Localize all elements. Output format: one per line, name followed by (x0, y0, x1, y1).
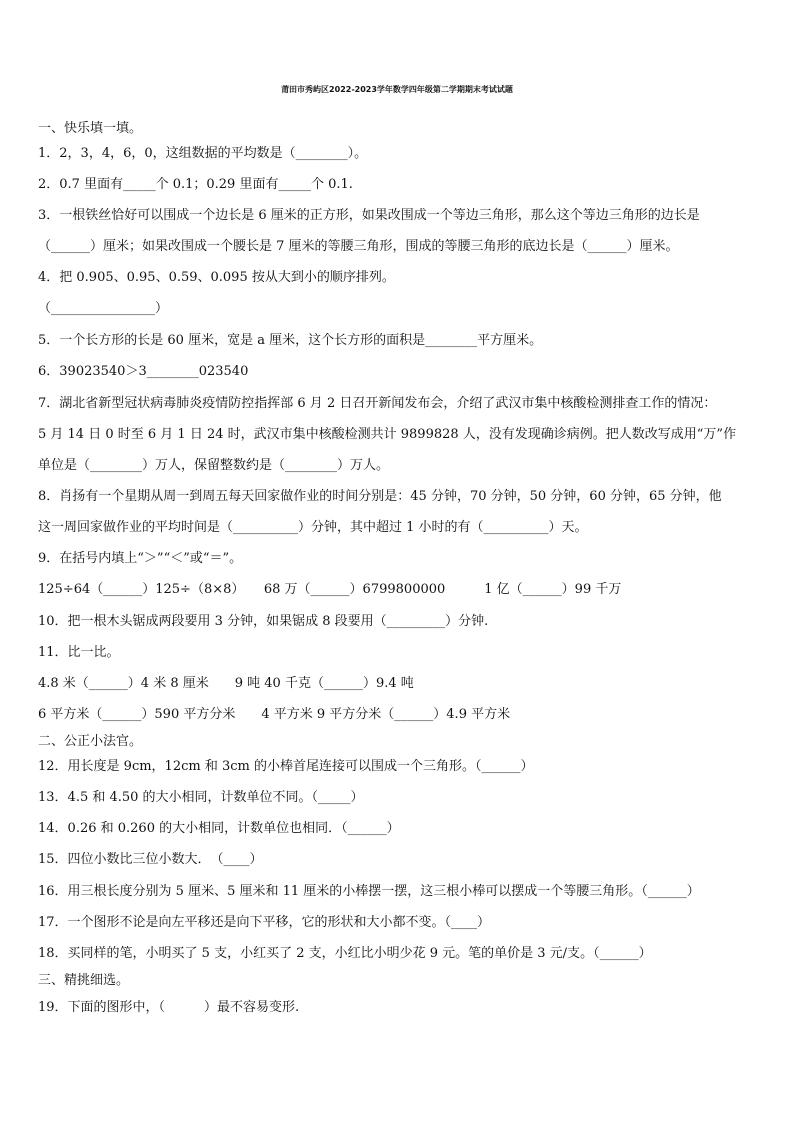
question-line: 这一周回家做作业的平均时间是（__________）分钟，其中超过 1 小时的有（__________）天。 (38, 520, 588, 535)
question-line: 15．四位小数比三位小数大． （____） (38, 852, 263, 867)
question-line: 1．2，3，4，6，0，这组数据的平均数是（________）。 (38, 146, 368, 161)
question-line: 5 月 14 日 0 时至 6 月 1 日 24 时，武汉市集中核酸检测共计 9899828 人，没有发现确诊病例。把人数改写成用“万”作 (38, 427, 737, 442)
question-line: 13．4.5 和 4.50 的大小相同，计数单位不同。（_____） (38, 790, 364, 805)
question-line: 9．在括号内填上“＞”“＜”或“＝”。 (38, 551, 243, 566)
question-line: 单位是（________）万人，保留整数约是（________）万人。 (38, 458, 390, 473)
question-line: 2．0.7 里面有_____个 0.1；0.29 里面有_____个 0.1. (38, 177, 353, 192)
question-line: 17．一个图形不论是向左平移还是向下平移，它的形状和大小都不变。（____） (38, 915, 491, 930)
question-line: （______）厘米；如果改围成一个腰长是 7 厘米的等腰三角形，围成的等腰三角形的底边长是（______）厘米。 (38, 239, 679, 254)
question-line: （________________） (38, 301, 169, 316)
question-line: 7．湖北省新型冠状病毒肺炎疫情防控指挥部 6 月 2 日召开新闻发布会，介绍了武汉市集中核酸检测排查工作的情况： (38, 396, 717, 411)
section-heading: 一、快乐填一填。 (38, 121, 143, 136)
question-line: 11．比一比。 (38, 645, 120, 660)
section-heading: 三、精挑细选。 (38, 973, 130, 988)
question-line: 3．一根铁丝恰好可以围成一个边长是 6 厘米的正方形，如果改围成一个等边三角形，那么这个等边三角形的边长是 (38, 208, 700, 223)
page-title: 莆田市秀屿区2022-2023学年数学四年级第二学期期末考试试题 (281, 85, 513, 94)
question-line: 4．把 0.905、0.95、0.59、0.095 按从大到小的顺序排列。 (38, 270, 395, 285)
question-line: 4.8 米（______）4 米 8 厘米 9 吨 40 千克（______）9.4 吨 (38, 676, 414, 691)
question-line: 18．买同样的笔，小明买了 5 支，小红买了 2 支，小红比小明少花 9 元。笔的单价是 3 元/支。（______） (38, 946, 652, 961)
question-line: 14．0.26 和 0.260 的大小相同，计数单位也相同．（______） (38, 821, 400, 836)
question-line: 6 平方米（______）590 平方分米 4 平方米 9 平方分米（______）4.9 平方米 (38, 707, 511, 722)
question-line: 8．肖扬有一个星期从周一到周五每天回家做作业的时间分别是：45 分钟，70 分钟，50 分钟，60 分钟，65 分钟，他 (38, 489, 722, 504)
question-line: 10．把一根木头锯成两段要用 3 分钟，如果锯成 8 段要用（_________）分钟. (38, 614, 489, 629)
question-line: 125÷64（______）125÷（8×8） 68 万（______）6799800000 1 亿（______）99 千万 (38, 582, 622, 597)
question-line: 12．用长度是 9cm，12cm 和 3cm 的小棒首尾连接可以围成一个三角形。（______） (38, 759, 534, 774)
question-line: 5．一个长方形的长是 60 厘米，宽是 a 厘米，这个长方形的面积是________平方厘米。 (38, 333, 543, 348)
question-line: 6．39023540＞3________023540 (38, 364, 249, 379)
question-line: 16．用三根长度分别为 5 厘米、5 厘米和 11 厘米的小棒摆一摆，这三根小棒可以摆成一个等腰三角形。（______） (38, 884, 700, 899)
section-heading: 二、公正小法官。 (38, 734, 143, 749)
question-line: 19．下面的图形中，（ ）最不容易变形. (38, 1000, 300, 1015)
